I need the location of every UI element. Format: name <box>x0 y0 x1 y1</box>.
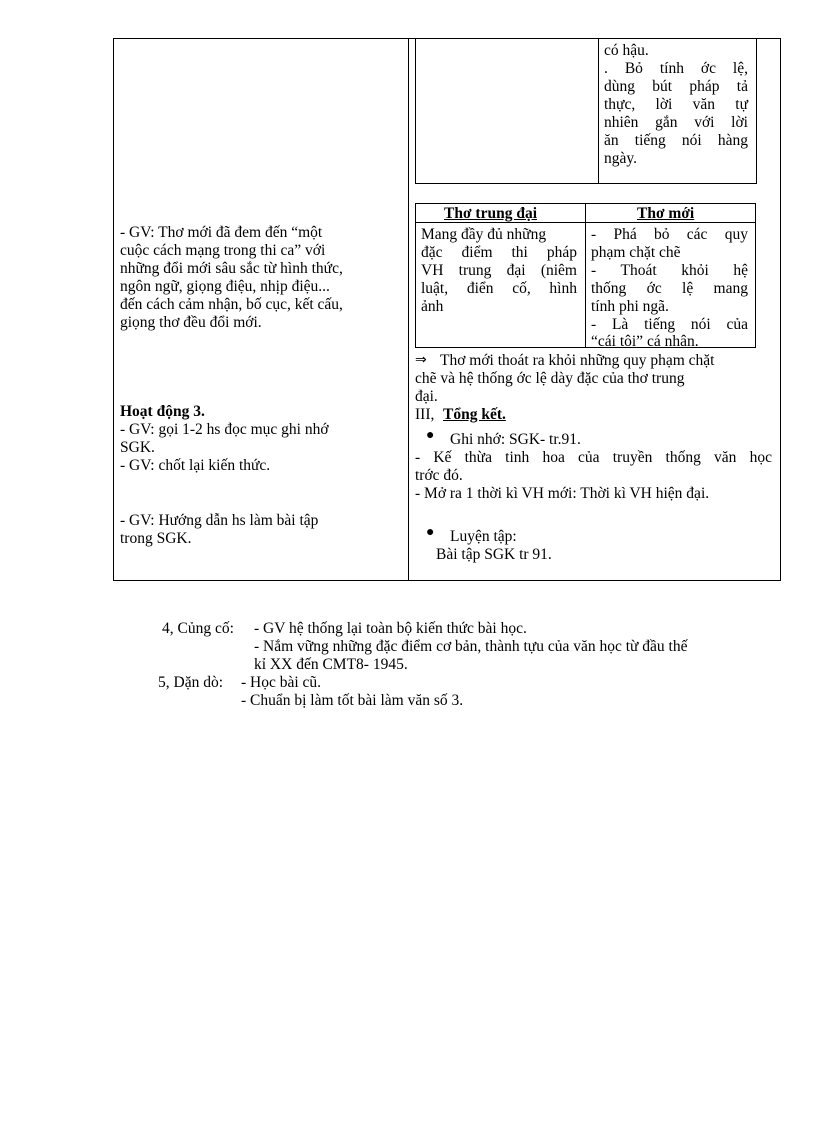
activity-line: - GV: gọi 1-2 hs đọc mục ghi nhớ <box>120 421 329 438</box>
compare-old-line: ảnh <box>421 298 444 315</box>
compare-header-old: Thơ trung đại <box>444 205 537 222</box>
compare-old-line: đặc điểm thi pháp <box>421 244 577 261</box>
activity-title: Hoạt động 3. <box>120 403 205 420</box>
top-cell-line: thực, lời văn tự <box>604 96 748 113</box>
compare-new-line: - Thoát khỏi hệ <box>591 262 748 279</box>
top-cell-line: . Bỏ tính ớc lệ, <box>604 60 748 77</box>
dan-do-line: - Học bài cũ. <box>241 674 322 691</box>
bullet-icon: ● <box>426 525 435 540</box>
ghi-nho: Ghi nhớ: SGK- tr.91. <box>450 431 581 448</box>
bullet-icon: ● <box>426 428 435 443</box>
gv-intro-line: giọng thơ đều đổi mới. <box>120 314 262 331</box>
gv-intro-line: cuộc cách mạng trong thi ca” với <box>120 242 326 259</box>
activity-line: - GV: chốt lại kiến thức. <box>120 457 271 474</box>
top-cell-line: nhiên gắn với lời <box>604 114 748 131</box>
guide-line: trong SGK. <box>120 530 192 547</box>
compare-old-line: VH trung đại (niêm <box>421 262 577 279</box>
dan-do-label: 5, Dặn dò: <box>158 674 224 691</box>
gv-intro-line: ngôn ngữ, giọng điệu, nhịp điệu... <box>120 278 330 295</box>
conclusion-line: đại. <box>415 388 438 405</box>
summary-number: III, <box>415 406 435 423</box>
cung-co-line: - Nắm vững những đặc điểm cơ bản, thành tựu của văn học từ đầu thế <box>254 638 688 655</box>
top-cell-line: ngày. <box>604 150 637 167</box>
compare-new-line: thống ớc lệ mang <box>591 280 748 297</box>
ke-thua-line: - Kế thừa tinh hoa của truyền thống văn học <box>415 449 772 466</box>
compare-new-line: “cái tôi” cá nhân. <box>591 333 699 350</box>
luyen-tap: Luyện tập: <box>450 528 517 545</box>
top-inner-divider <box>598 38 599 184</box>
cung-co-line: - GV hệ thống lại toàn bộ kiến thức bài học. <box>254 620 527 637</box>
compare-new-line: phạm chặt chẽ <box>591 244 681 261</box>
guide-line: - GV: Hướng dẫn hs làm bài tập <box>120 512 319 529</box>
gv-intro-line: những đổi mới sâu sắc từ hình thức, <box>120 260 343 277</box>
column-divider <box>408 38 409 580</box>
compare-header-new: Thơ mới <box>637 205 695 222</box>
compare-old-line: Mang đầy đủ những <box>421 226 547 243</box>
conclusion-line: Thơ mới thoát ra khỏi những quy phạm chặt <box>440 352 715 369</box>
conclusion-line: chẽ và hệ thống ớc lệ dày đặc của thơ trung <box>415 370 685 387</box>
compare-new-line: - Phá bỏ các quy <box>591 226 748 243</box>
dan-do-line: - Chuẩn bị làm tốt bài làm văn số 3. <box>241 692 464 709</box>
cung-co-label: 4, Củng cố: <box>162 620 234 637</box>
gv-intro-line: đến cách cảm nhận, bố cục, kết cấu, <box>120 296 343 313</box>
compare-divider <box>585 203 586 347</box>
top-cell-line: có hậu. <box>604 42 649 59</box>
cung-co-line: kỉ XX đến CMT8- 1945. <box>254 656 408 673</box>
compare-old-line: luật, điển cố, hình <box>421 280 577 297</box>
conclusion-arrow-icon: ⇒ <box>415 352 427 368</box>
compare-new-line: tính phi ngã. <box>591 298 669 315</box>
ke-thua-line: trớc đó. <box>415 467 463 484</box>
mo-ra: - Mở ra 1 thời kì VH mới: Thời kì VH hiện đại. <box>415 485 710 502</box>
gv-intro-line: - GV: Thơ mới đã đem đến “một <box>120 224 323 241</box>
activity-line: SGK. <box>120 439 155 456</box>
compare-new-line: - Là tiếng nói của <box>591 316 748 333</box>
summary-title: Tổng kết. <box>443 406 506 423</box>
top-cell-line: dùng bút pháp tả <box>604 78 748 95</box>
top-cell-line: ăn tiếng nói hàng <box>604 132 748 149</box>
bai-tap: Bài tập SGK tr 91. <box>436 546 552 563</box>
